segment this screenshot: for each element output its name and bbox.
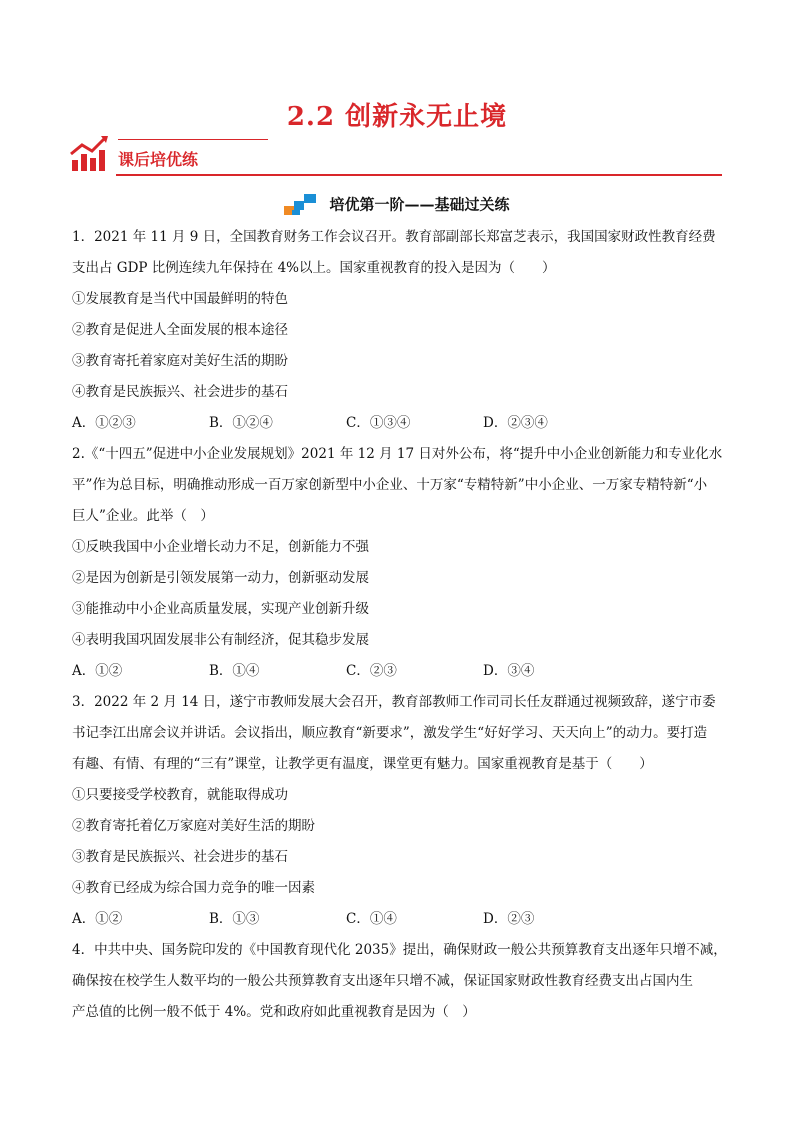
statement: ②教育是促进人全面发展的根本途径	[72, 322, 288, 338]
statement: ③教育是民族振兴、社会进步的基石	[72, 849, 288, 865]
statement: ①发展教育是当代中国最鲜明的特色	[72, 291, 288, 307]
question	[72, 222, 724, 439]
question	[72, 439, 724, 687]
statement: ③教育寄托着家庭对美好生活的期盼	[72, 353, 288, 369]
statement: ④教育已经成为综合国力竞争的唯一因素	[72, 880, 315, 896]
option-a: A．①②	[72, 911, 123, 927]
question-list	[72, 222, 727, 1028]
answer-options	[72, 656, 724, 687]
stairs-icon	[284, 192, 318, 216]
section-label: 课后培优练	[118, 150, 199, 169]
option-b: B．①④	[209, 663, 260, 679]
option-a: A．①②③	[72, 415, 136, 431]
question-text: 平”作为总目标，明确推动形成一百万家创新型中小企业、十万家“专精特新”中小企业、一万家专精特新“小	[72, 477, 708, 493]
statement: ②是因为创新是引领发展第一动力，创新驱动发展	[72, 570, 369, 586]
question-text: 1．2021 年 11 月 9 日，全国教育财务工作会议召开。教育部副部长郑富芝表示，我国国家财政性教育经费	[72, 229, 716, 245]
option-c: C．②③	[346, 663, 397, 679]
question-text: 确保按在校学生人数平均的一般公共预算教育支出逐年只增不减，保证国家财政性教育经费支出占国内生	[72, 973, 693, 989]
page-title: 2.2 创新永无止境	[286, 102, 508, 132]
statement: ②教育寄托着亿万家庭对美好生活的期盼	[72, 818, 315, 834]
section-top-line	[118, 139, 268, 140]
answer-options	[72, 904, 724, 935]
statement: ①只要接受学校教育，就能取得成功	[72, 787, 288, 803]
question-text: 产总值的比例一般不低于 4%。党和政府如此重视教育是因为（ ）	[72, 1004, 476, 1020]
subsection-header	[0, 192, 794, 216]
section-header	[70, 136, 722, 178]
option-a: A．①②	[72, 663, 123, 679]
question-text: 书记李江出席会议并讲话。会议指出，顺应教育“新要求”，激发学生“好好学习、天天向上”的动力。要打造	[72, 725, 708, 741]
statement: ①反映我国中小企业增长动力不足，创新能力不强	[72, 539, 369, 555]
option-d: D．②③④	[483, 415, 548, 431]
rising-chart-icon	[70, 136, 110, 172]
option-d: D．③④	[483, 663, 535, 679]
option-c: C．①④	[346, 911, 397, 927]
option-d: D．②③	[483, 911, 535, 927]
question-text: 巨人”企业。此举（ ）	[72, 508, 214, 524]
answer-options	[72, 408, 724, 439]
statement: ④表明我国巩固发展非公有制经济，促其稳步发展	[72, 632, 369, 648]
question	[72, 935, 727, 1028]
question-text: 2.《“十四五”促进中小企业发展规划》2021 年 12 月 17 日对外公布，将“提升中小企业创新能力和专业化水	[72, 446, 723, 462]
subsection-title: 培优第一阶——基础过关练	[329, 195, 510, 214]
question	[72, 687, 724, 935]
section-divider	[116, 174, 722, 176]
option-b: B．①②④	[209, 415, 273, 431]
statement: ④教育是民族振兴、社会进步的基石	[72, 384, 288, 400]
option-b: B．①③	[209, 911, 260, 927]
question-text: 3．2022 年 2 月 14 日，遂宁市教师发展大会召开，教育部教师工作司司长任友群通过视频致辞，遂宁市委	[72, 694, 716, 710]
question-text: 有趣、有情、有理的“三有”课堂，让教学更有温度，课堂更有魅力。国家重视教育是基于（ ）	[72, 756, 653, 772]
question-text: 支出占 GDP 比例连续九年保持在 4%以上。国家重视教育的投入是因为（ ）	[72, 260, 556, 276]
question-text: 4．中共中央、国务院印发的《中国教育现代化 2035》提出，确保财政一般公共预算教育支出逐年只增不减，	[72, 942, 727, 958]
statement: ③能推动中小企业高质量发展，实现产业创新升级	[72, 601, 369, 617]
option-c: C．①③④	[346, 415, 411, 431]
